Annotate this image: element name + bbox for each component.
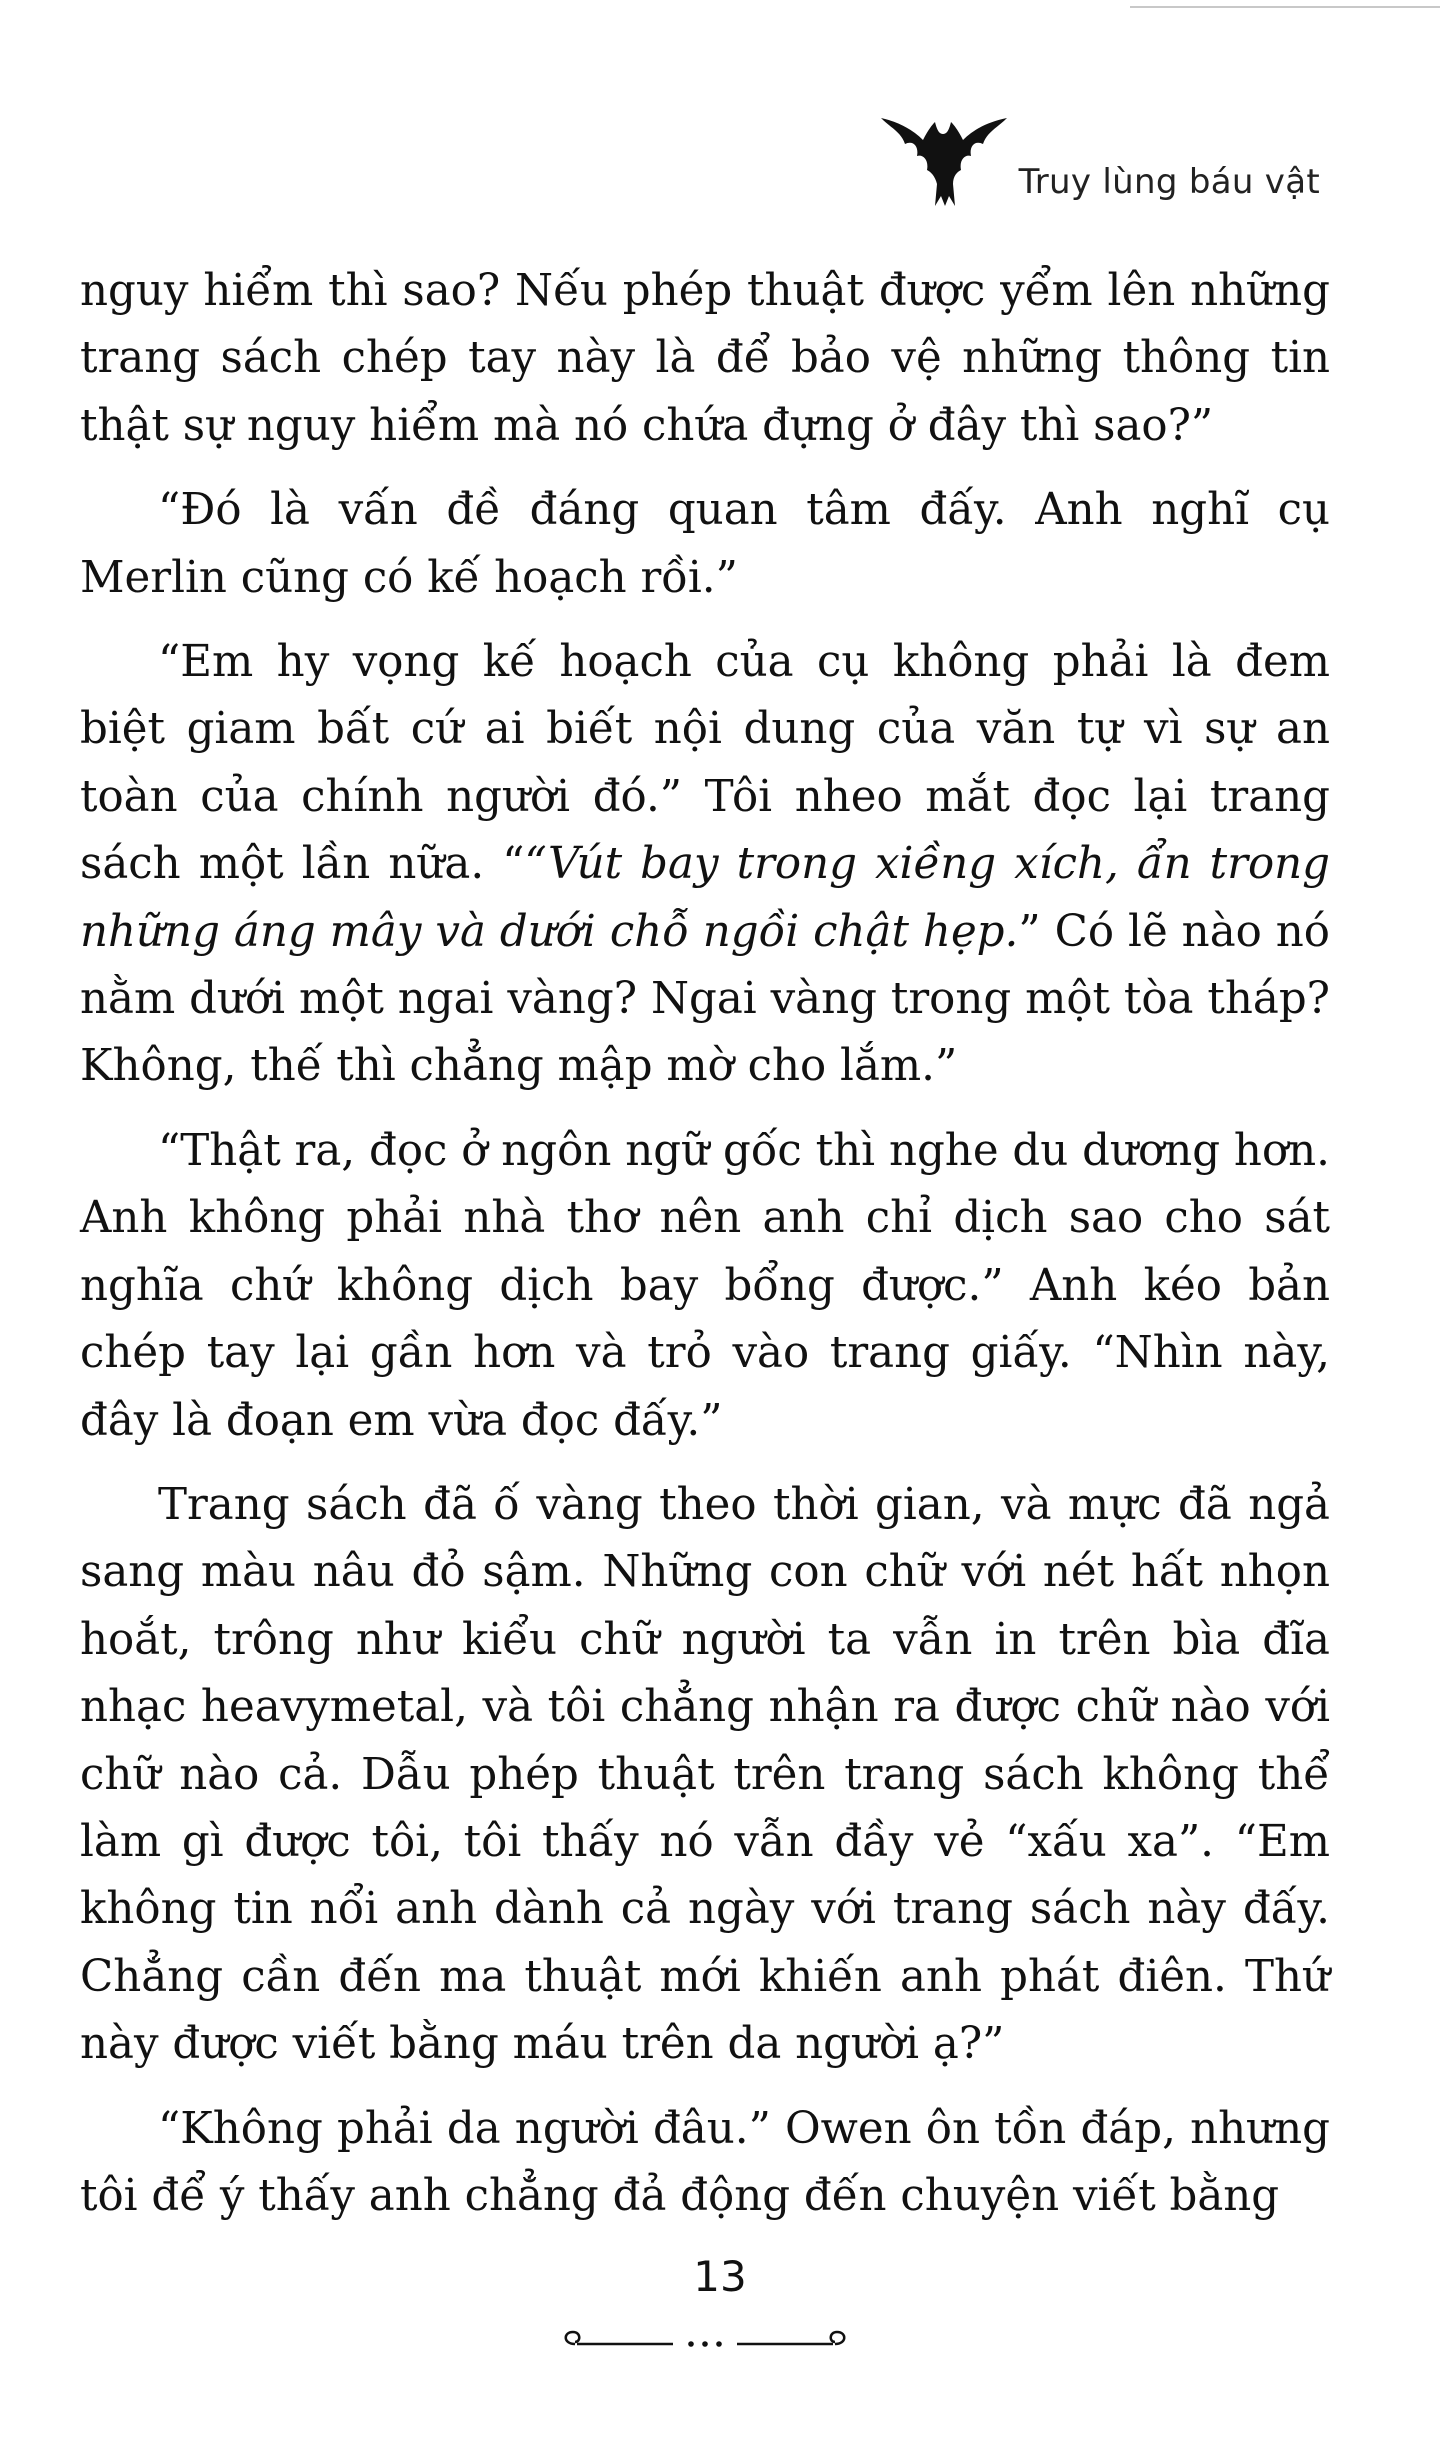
body-text: [80, 258, 1330, 2247]
paragraph: Trang sách đã ố vàng theo thời gian, và mực đã ngả sang màu nâu đỏ sậm. Những con chữ với nét hất nhọn hoắt, trông như kiểu chữ người ta vẫn in trên bìa đĩa nhạc heavymetal, và tôi chẳng nhận ra được chữ nào với chữ nào cả. Dẫu phép thuật trên trang sách không thể làm gì được tôi, tôi thấy nó vẫn đầy vẻ “xấu xa”. “Em không tin nổi anh dành cả ngày với trang sách này đấy. Chẳng cần đến ma thuật mới khiến anh phát điên. Thứ này được viết bằng máu trên da người ạ?”: [80, 1479, 1330, 2070]
page-number: 13: [693, 2252, 747, 2301]
paragraph: “Đó là vấn đề đáng quan tâm đấy. Anh nghĩ cụ Merlin cũng có kế hoạch rồi.”: [80, 485, 1330, 603]
paragraph: [80, 629, 1330, 1101]
running-header: [879, 100, 1320, 210]
paragraph: “Không phải da người đâu.” Owen ôn tồn đáp, nhưng tôi để ý thấy anh chẳng đả động đến chuyện viết bằng: [80, 2103, 1330, 2221]
bat-icon: [879, 110, 1009, 210]
paragraph: nguy hiểm thì sao? Nếu phép thuật được yểm lên những trang sách chép tay này là để bảo vệ những thông tin thật sự nguy hiểm mà nó chứa đựng ở đây thì sao?”: [80, 266, 1330, 451]
paragraph: “Thật ra, đọc ở ngôn ngữ gốc thì nghe du dương hơn. Anh không phải nhà thơ nên anh chỉ dịch sao cho sát nghĩa chứ không dịch bay bổng được.” Anh kéo bản chép tay lại gần hơn và trỏ vào trang giấy. “Nhìn này, đây là đoạn em vừa đọc đấy.”: [80, 1125, 1330, 1446]
italic-quote: “Vút bay trong xiềng xích, ẩn trong những áng mây và dưới chỗ ngồi chật hẹp.: [80, 839, 1330, 957]
running-title: Truy lùng báu vật: [1018, 162, 1320, 202]
paragraph-text: ” Có lẽ nào nó nằm dưới một ngai vàng? Ngai vàng trong một tòa tháp? Không, thế thì chẳng mập mờ cho lắm.”: [80, 906, 1330, 1092]
scroll-ornament-icon: [555, 2320, 855, 2360]
top-rule: [1130, 6, 1440, 8]
paragraph-text: “Em hy vọng kế hoạch của cụ không phải là đem biệt giam bất cứ ai biết nội dung của văn tự vì sự an toàn của chính người đó.” Tôi nheo mắt đọc lại trang sách một lần nữa. “: [80, 637, 1330, 890]
